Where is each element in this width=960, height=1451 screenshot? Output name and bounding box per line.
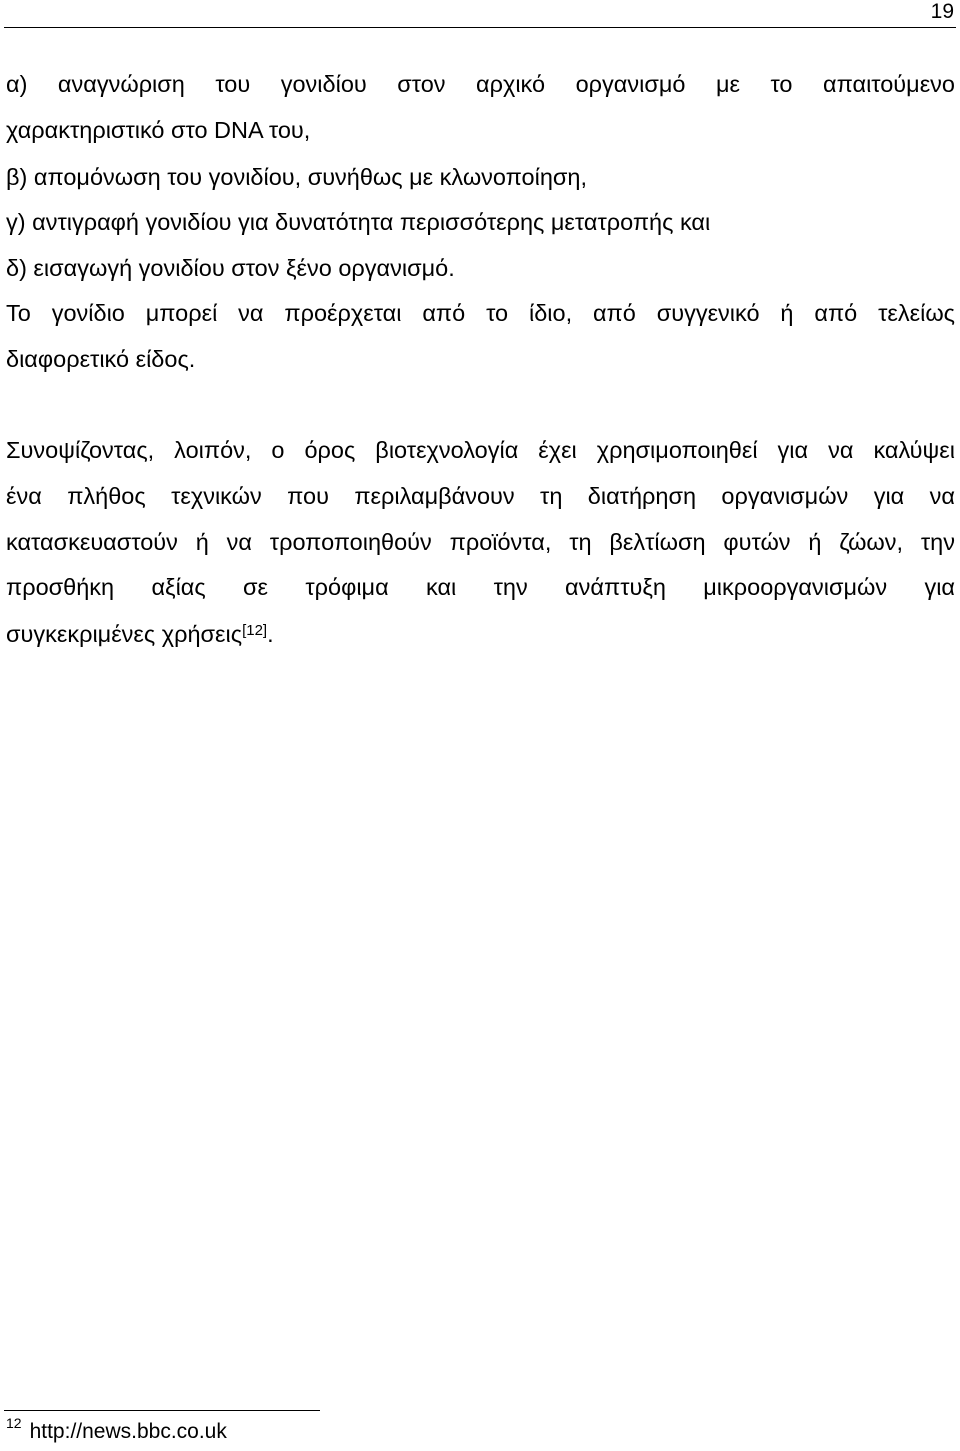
text-line-2: χαρακτηριστικό στο DNA του,	[6, 117, 311, 143]
footnote-link[interactable]: http://news.bbc.co.uk	[29, 1420, 227, 1443]
paragraph2-line-3: κατασκευαστούν ή να τροποποιηθούν προϊόντα, τη βελτίωση φυτών ή ζώων, την	[6, 529, 955, 555]
paragraph2-last-text: συγκεκριμένες χρήσεις	[6, 621, 243, 647]
text-line-1: α) αναγνώριση του γονιδίου στον αρχικό οργανισμό με το απαιτούμενο	[6, 71, 955, 97]
paragraph2-line-1: Συνοψίζοντας, λοιπόν, ο όρος βιοτεχνολογία έχει χρησιμοποιηθεί για να καλύψει	[6, 437, 955, 463]
citation-superscript: [12]	[242, 622, 268, 639]
paragraph2-line-2: ένα πλήθος τεχνικών που περιλαμβάνουν τη διατήρηση οργανισμών για να	[6, 483, 955, 509]
footnote-rule	[4, 1410, 320, 1411]
text-line-6: Το γονίδιο μπορεί να προέρχεται από το ίδιο, από συγγενικό ή από τελείως	[6, 300, 955, 326]
text-line-4: γ) αντιγραφή γονιδίου για δυνατότητα περισσότερης μετατροπής και	[6, 209, 711, 235]
paragraph2-line-5	[6, 620, 955, 648]
header-rule	[4, 27, 956, 28]
text-line-7: διαφορετικό είδος.	[6, 346, 196, 372]
paragraph2-last-period: .	[267, 621, 274, 647]
footnote	[6, 1415, 227, 1445]
paragraph2-line-4: προσθήκη αξίας σε τρόφιμα και την ανάπτυξη μικροοργανισμών για	[6, 574, 955, 600]
footnote-number: 12	[6, 1415, 22, 1431]
text-line-5: δ) εισαγωγή γονιδίου στον ξένο οργανισμό.	[6, 255, 455, 281]
page-number: 19	[930, 0, 954, 23]
text-line-3: β) απομόνωση του γονιδίου, συνήθως με κλωνοποίηση,	[6, 164, 588, 190]
